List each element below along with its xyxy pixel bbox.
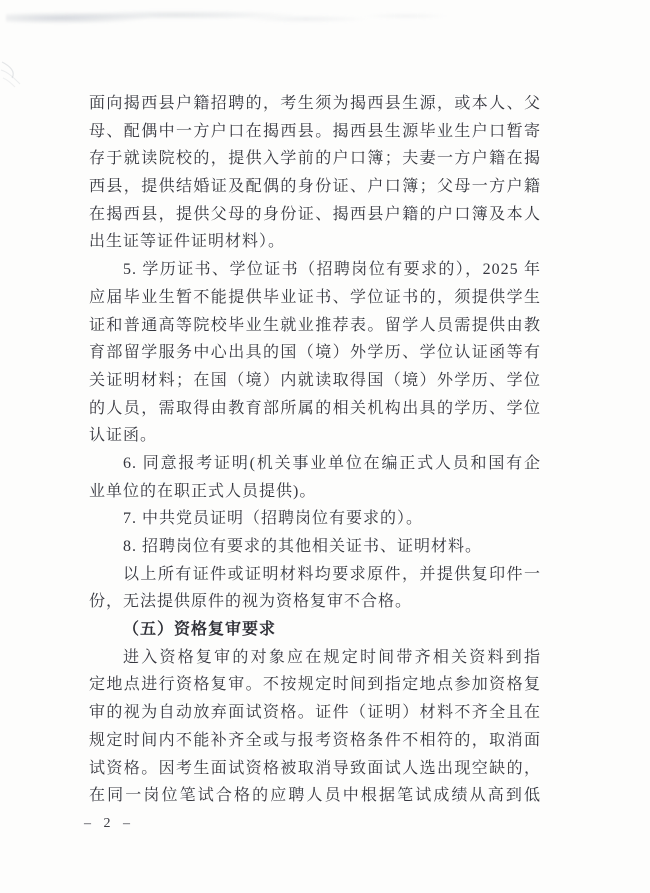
list-item-5 <box>89 256 541 450</box>
text-line: 存于就读院校的，提供入学前的户口簿；夫妻一方户籍在揭 <box>89 150 541 168</box>
text-line: 面向揭西县户籍招聘的，考生须为揭西县生源，或本人、父 <box>89 95 541 112</box>
paragraph-review-requirements <box>89 644 541 810</box>
text-line: 育部留学服务中心出具的国（境）外学历、学位认证函等有 <box>89 344 541 362</box>
text-line: 以上所有证件或证明材料均要求原件，并提供复印件一 <box>123 565 541 583</box>
list-item-7 <box>89 505 541 533</box>
text-line: 5. 学历证书、学位证书（招聘岗位有要求的），2025 年 <box>123 261 541 279</box>
text-line: 8. 招聘岗位有要求的其他相关证书、证明材料。 <box>123 538 483 555</box>
text-line: 出生证等证件证明材料）。 <box>89 233 286 251</box>
list-item-8 <box>89 533 541 561</box>
text-line: 认证函。 <box>89 427 158 445</box>
section-heading-text: （五）资格复审要求 <box>123 621 277 639</box>
text-line: 进入资格复审的对象应在规定时间带齐相关资料到指 <box>123 648 541 666</box>
scan-pencil-mark <box>0 54 34 88</box>
text-line: 规定时间内不能补齐全或与报考资格条件不相符的，取消面 <box>89 731 541 749</box>
text-line: 定地点进行资格复审。不按规定时间到指定地点参加资格复 <box>89 676 541 694</box>
section-heading <box>89 616 541 644</box>
text-line: 6. 同意报考证明(机关事业单位在编正式人员和国有企 <box>123 454 541 472</box>
text-line: 在揭西县，提供父母的身份证、揭西县户籍的户口簿及本人 <box>89 205 541 223</box>
text-line: 在同一岗位笔试合格的应聘人员中根据笔试成绩从高到低 <box>89 787 541 805</box>
document-text-block <box>89 90 541 810</box>
text-line: 业单位的在职正式人员提供)。 <box>89 482 317 500</box>
page-number: – 2 – <box>84 816 131 831</box>
text-line: 母、配偶中一方户口在揭西县。揭西县生源毕业生户口暂寄 <box>89 122 541 140</box>
text-line: 审的视为自动放弃面试资格。证件（证明）材料不齐全且在 <box>89 704 541 722</box>
paragraph-continuation <box>89 90 541 256</box>
text-line: 应届毕业生暂不能提供毕业证书、学位证书的，须提供学生 <box>89 288 541 306</box>
text-line: 关证明材料；在国（境）内就读取得国（境）外学历、学位 <box>89 371 541 389</box>
text-line: 试资格。因考生面试资格被取消导致面试人选出现空缺的， <box>89 759 541 777</box>
text-line: 的人员，需取得由教育部所属的相关机构出具的学历、学位 <box>89 399 541 417</box>
text-line: 份，无法提供原件的视为资格复审不合格。 <box>89 593 413 611</box>
text-line: 7. 中共党员证明（招聘岗位有要求的）。 <box>123 510 424 528</box>
scan-smudge-artifact <box>6 6 446 30</box>
text-line: 西县，提供结婚证及配偶的身份证、户口簿；父母一方户籍 <box>89 178 541 196</box>
text-line: 证和普通高等院校毕业生就业推荐表。留学人员需提供由教 <box>89 316 541 334</box>
paragraph-originals-note <box>89 561 541 616</box>
list-item-6 <box>89 450 541 505</box>
